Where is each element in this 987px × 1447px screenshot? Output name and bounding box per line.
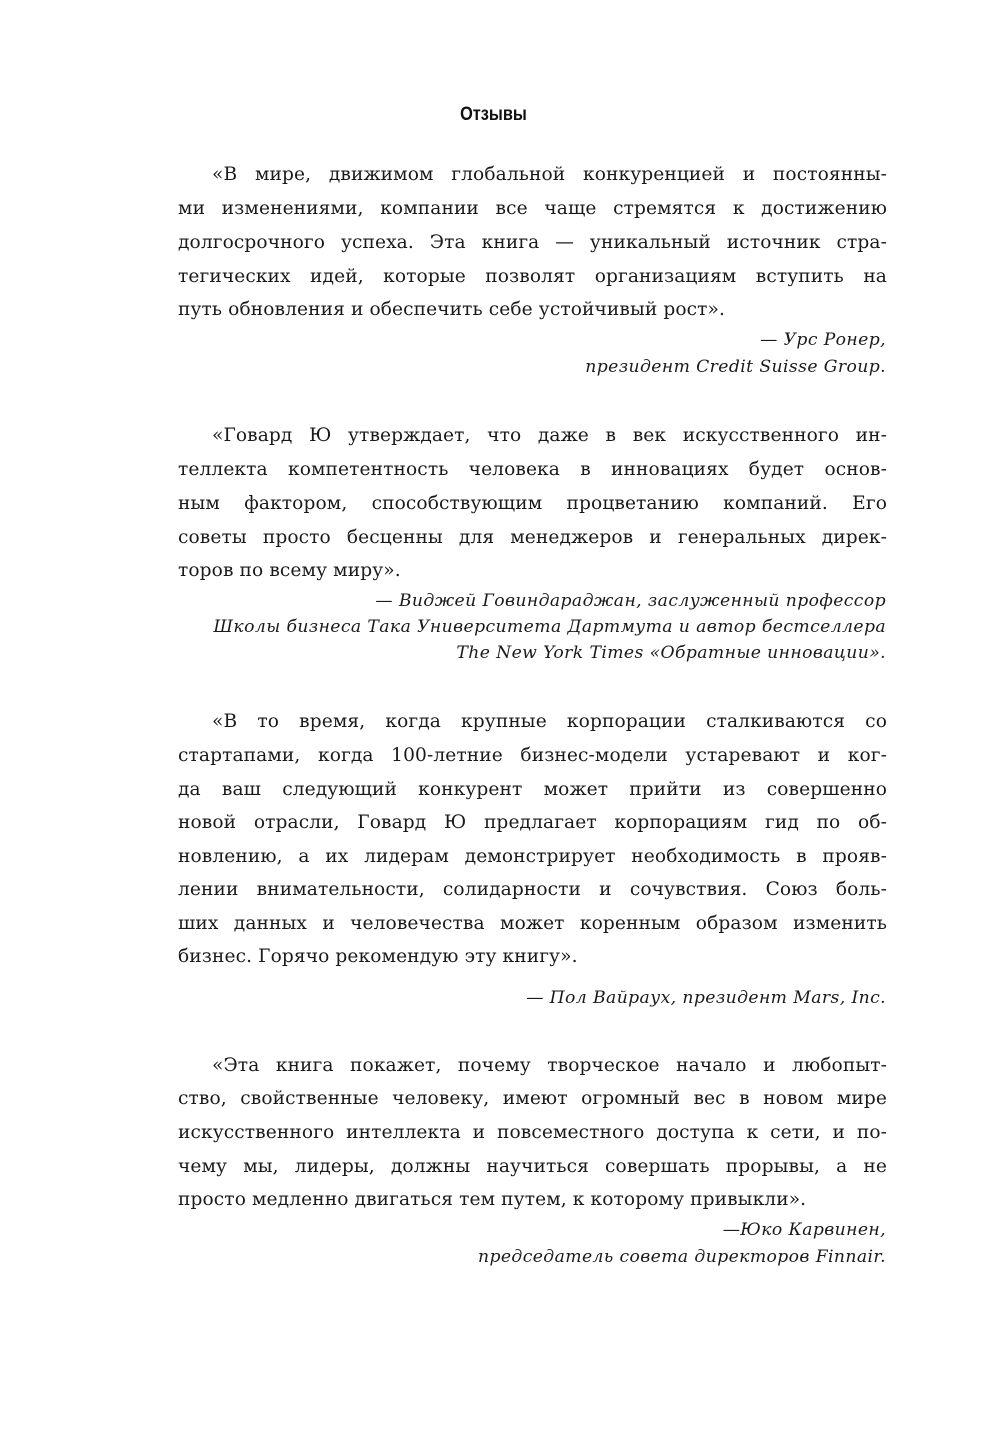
review-4-attribution-2: председатель совета директоров Finnair.: [477, 1247, 886, 1267]
review-3-line-2: стартапами, когда 100-летние бизнес-модели устаревают и ког-: [178, 745, 887, 766]
review-4-line-5: просто медленно двигаться тем путем, к которому привыкли».: [178, 1189, 807, 1210]
review-3-line-1: «В то время, когда крупные корпорации сталкиваются со: [212, 711, 887, 732]
review-2-line-3: ным фактором, способствующим процветанию компаний. Его: [178, 493, 887, 514]
review-1-line-4: тегических идей, которые позволят организациям вступить на: [178, 266, 887, 287]
review-3-line-4: новой отрасли, Говард Ю предлагает корпорациям гид по об-: [178, 812, 887, 833]
review-3-line-3: да ваш следующий конкурент может прийти из совершенно: [178, 779, 887, 800]
review-4-line-1: «Эта книга покажет, почему творческое начало и любопыт-: [212, 1055, 887, 1076]
review-2-attribution-1: — Виджей Говиндараджан, заслуженный профессор: [375, 591, 886, 611]
review-3-line-8: бизнес. Горячо рекомендую эту книгу».: [178, 946, 578, 967]
review-2-attribution-3: The New York Times «Обратные инновации».: [456, 643, 886, 663]
review-2-line-1: «Говард Ю утверждает, что даже в век искусственного ин-: [212, 425, 887, 446]
review-1-attribution-1: — Урс Ронер,: [760, 330, 886, 350]
review-1-attribution-2: президент Credit Suisse Group.: [585, 357, 886, 377]
review-1-line-3: долгосрочного успеха. Эта книга — уникальный источник стра-: [178, 232, 887, 253]
review-1-line-1: «В мире, движимом глобальной конкуренцией и постоянны-: [212, 164, 887, 185]
page-heading: Отзывы: [460, 104, 527, 125]
review-1-line-5: путь обновления и обеспечить себе устойчивый рост».: [178, 299, 726, 320]
review-2-line-4: советы просто бесценны для менеджеров и генеральных дирек-: [178, 527, 887, 548]
review-4-line-3: искусственного интеллекта и повсеместного доступа к сети, и по-: [178, 1122, 887, 1143]
review-3-line-5: новлению, а их лидерам демонстрирует необходимость в прояв-: [178, 846, 887, 867]
review-3-line-6: лении внимательности, солидарности и сочувствия. Союз боль-: [178, 879, 887, 900]
review-4-line-4: чему мы, лидеры, должны научиться совершать прорывы, а не: [178, 1156, 887, 1177]
review-4-attribution-1: —Юко Карвинен,: [722, 1220, 886, 1240]
review-2-attribution-2: Школы бизнеса Така Университета Дартмута и автор бестселлера: [213, 617, 886, 637]
review-4-line-2: ство, свойственные человеку, имеют огромный вес в новом мире: [178, 1088, 887, 1109]
review-1-line-2: ми изменениями, компании все чаще стремятся к достижению: [178, 198, 887, 219]
review-3-line-7: ших данных и человечества может коренным образом изменить: [178, 913, 887, 934]
review-2-line-5: торов по всему миру».: [178, 560, 401, 581]
review-3-attribution-1: — Пол Вайраух, президент Mars, Inc.: [526, 988, 886, 1008]
review-2-line-2: теллекта компетентность человека в инновациях будет основ-: [178, 459, 887, 480]
